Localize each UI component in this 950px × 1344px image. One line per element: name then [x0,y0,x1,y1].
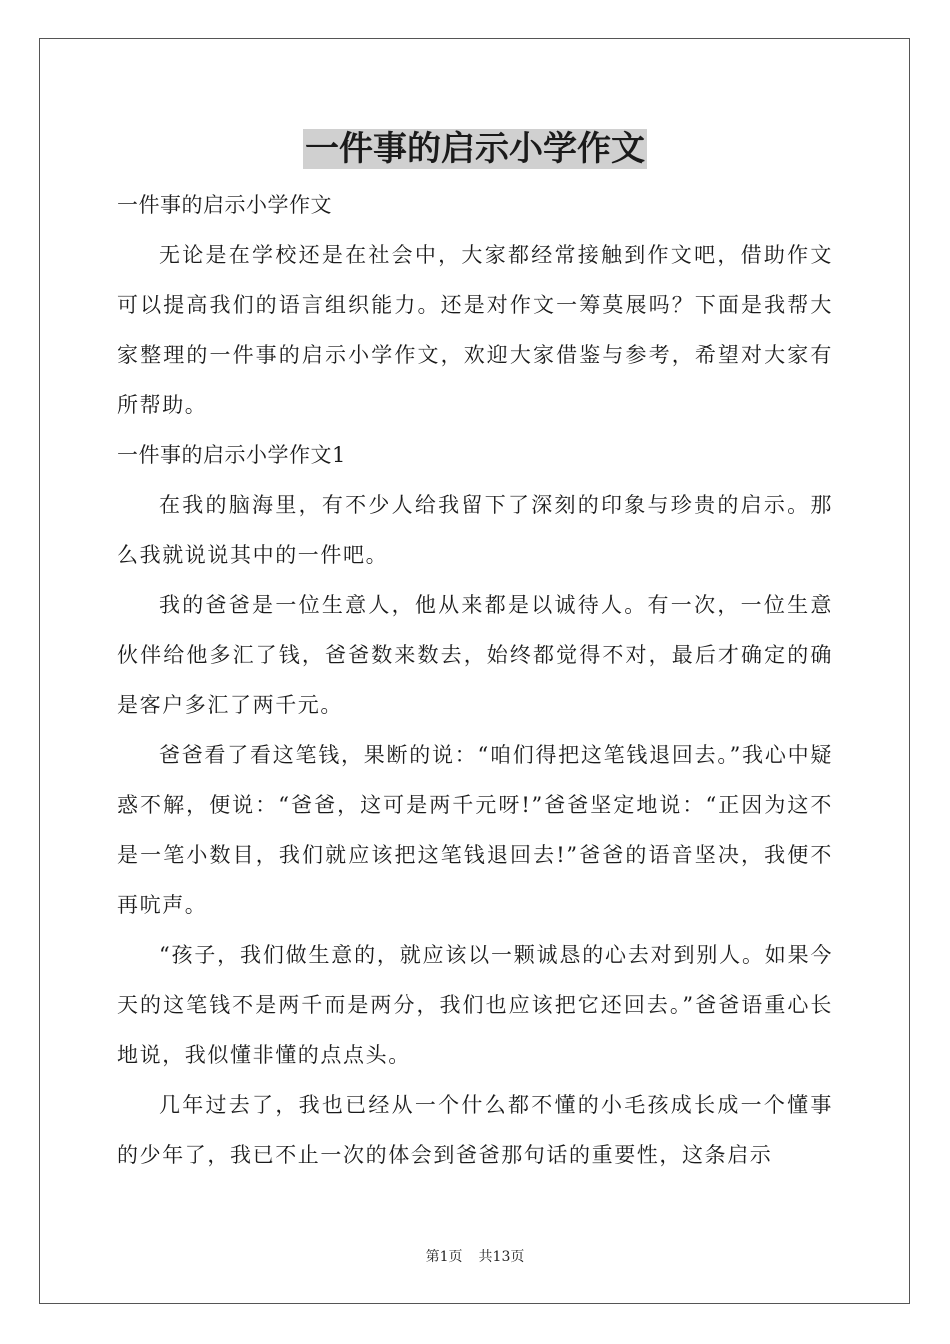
document-body [117,180,833,1180]
page-number: 第1页 [425,1249,463,1265]
body-paragraph-3: 爸爸看了看这笔钱，果断的说：“咱们得把这笔钱退回去。”我心中疑惑不解，便说：“爸爸，这可是两千元呀!”爸爸坚定地说：“正因为这不是一笔小数目，我们就应该把这笔钱退回去!”爸爸的语音坚决，我便不再吭声。 [117,743,833,917]
body-paragraph-1: 在我的脑海里，有不少人给我留下了深刻的印象与珍贵的启示。那么我就说说其中的一件吧。 [117,493,833,567]
page-footer [0,1247,950,1267]
page-total: 共13页 [478,1249,525,1265]
document-title [0,127,950,171]
document-title-text: 一件事的启示小学作文 [305,129,645,169]
body-paragraph-2: 我的爸爸是一位生意人，他从来都是以诚待人。有一次，一位生意伙伴给他多汇了钱，爸爸数来数去，始终都觉得不对，最后才确定的确是客户多汇了两千元。 [117,593,833,717]
document-subtitle: 一件事的启示小学作文 [117,193,332,217]
body-paragraph-5: 几年过去了，我也已经从一个什么都不懂的小毛孩成长成一个懂事的少年了，我已不止一次的体会到爸爸那句话的重要性，这条启示 [117,1093,833,1167]
body-paragraph-4: “孩子，我们做生意的，就应该以一颗诚恳的心去对到别人。如果今天的这笔钱不是两千而是两分，我们也应该把它还回去。”爸爸语重心长地说，我似懂非懂的点点头。 [117,943,833,1067]
section-heading: 一件事的启示小学作文1 [117,443,346,467]
intro-paragraph: 无论是在学校还是在社会中，大家都经常接触到作文吧，借助作文可以提高我们的语言组织能力。还是对作文一筹莫展吗？下面是我帮大家整理的一件事的启示小学作文，欢迎大家借鉴与参考，希望对大家有所帮助。 [117,243,833,417]
